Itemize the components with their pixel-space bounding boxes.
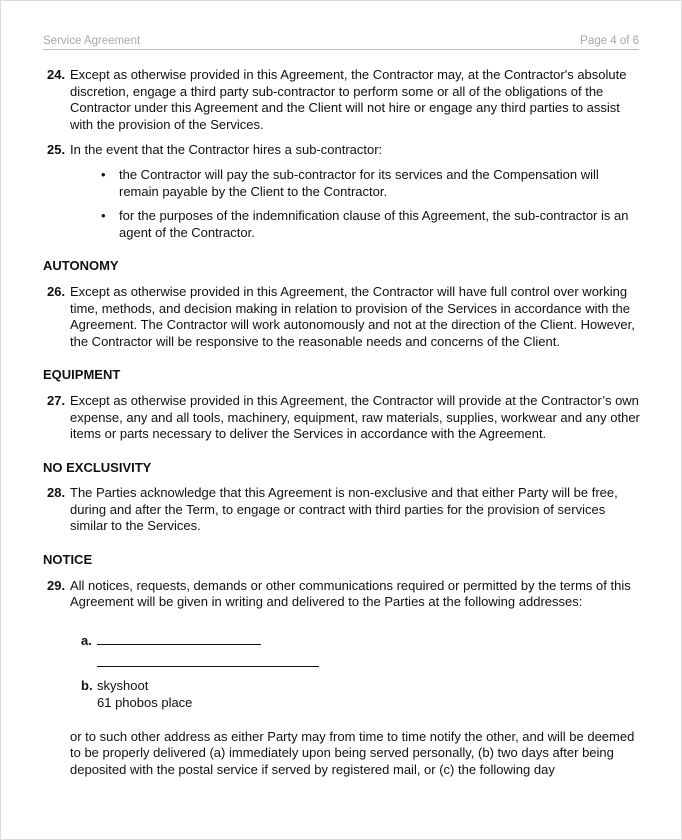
bullet-icon: • [101,166,106,182]
address-b [43,678,641,711]
clause-text: The Parties acknowledge that this Agreement is non-exclusive and that either Party will be free, during and after the Term, to engage or contract with third parties for the provision of services similar to the Services. [70,485,618,534]
clause-text: Except as otherwise provided in this Agreement, the Contractor will provide at the Contractor’s own expense, any and all tools, machinery, equipment, raw materials, supplies, workwear and any other items or parts necessary to deliver the Services in accordance with the Agreement. [70,392,640,442]
page-header [43,34,639,50]
address-line: 61 phobos place [97,695,193,711]
clause-25 [43,142,641,241]
bullet-item [97,167,641,200]
bullet-item [97,208,641,241]
address-line: skyshoot [97,678,149,694]
section-heading-equipment: EQUIPMENT [43,367,121,383]
address-a [43,633,641,668]
clause-number: 28. [47,485,66,501]
bullet-text: the Contractor will pay the sub-contractor for its services and the Compensation will remain payable by the Client to the Contractor. [119,166,599,199]
clause-number: 27. [47,392,66,408]
document-body [43,67,641,778]
clause-28 [43,485,641,535]
bullet-text: for the purposes of the indemnification clause of this Agreement, the sub-contractor is an agent of the Contractor. [119,208,629,240]
clause-text: All notices, requests, demands or other communications required or permitted by the terms of this Agreement will be given in writing and delivered to the Parties at the following addresses: [70,577,631,610]
clause-26 [43,284,641,350]
section-heading-no-exclusivity: NO EXCLUSIVITY [43,459,152,475]
clause-number: 25. [47,142,66,158]
document-title: Service Agreement [43,35,141,47]
clause-number: 24. [47,67,66,82]
clause-text: In the event that the Contractor hires a sub-contractor: [70,142,383,158]
clause-29 [43,578,641,611]
bullet-icon: • [101,208,106,224]
clause-text: Except as otherwise provided in this Agreement, the Contractor will have full control over working time, methods, and decision making in relation to provision of the Services in accordance with the Agreement. The Contractor will work autonomously and not at the direction of the Client. However, the Contractor will be responsive to the reasonable needs and concerns of the Client. [70,283,635,349]
blank-line [97,633,261,645]
page-number: Page 4 of 6 [580,35,639,47]
blank-line [97,655,319,667]
bullet-list [70,167,641,241]
clause-text: Except as otherwise provided in this Agreement, the Contractor may, at the Contractor's absolute discretion, engage a third party sub-contractor to perform some or all of the obligations of the Contractor under this Agreement and the Client will not hire or engage any third parties to assist with the provision of the Services. [70,67,627,132]
section-heading-notice: NOTICE [43,552,93,568]
clause-number: 29. [47,577,66,593]
clause-27 [43,393,641,443]
address-label: b. [81,678,93,694]
clause-number: 26. [47,283,66,299]
address-label: a. [81,632,92,648]
clause-24 [43,67,641,133]
section-heading-autonomy: AUTONOMY [43,258,119,274]
clause-continuation: or to such other address as either Party may from time to time notify the other, and will be deemed to be properly delivered (a) immediately upon being served personally, (b) two days after being deposited with the postal service if served by registered mail, or (c) the following day [70,728,635,777]
